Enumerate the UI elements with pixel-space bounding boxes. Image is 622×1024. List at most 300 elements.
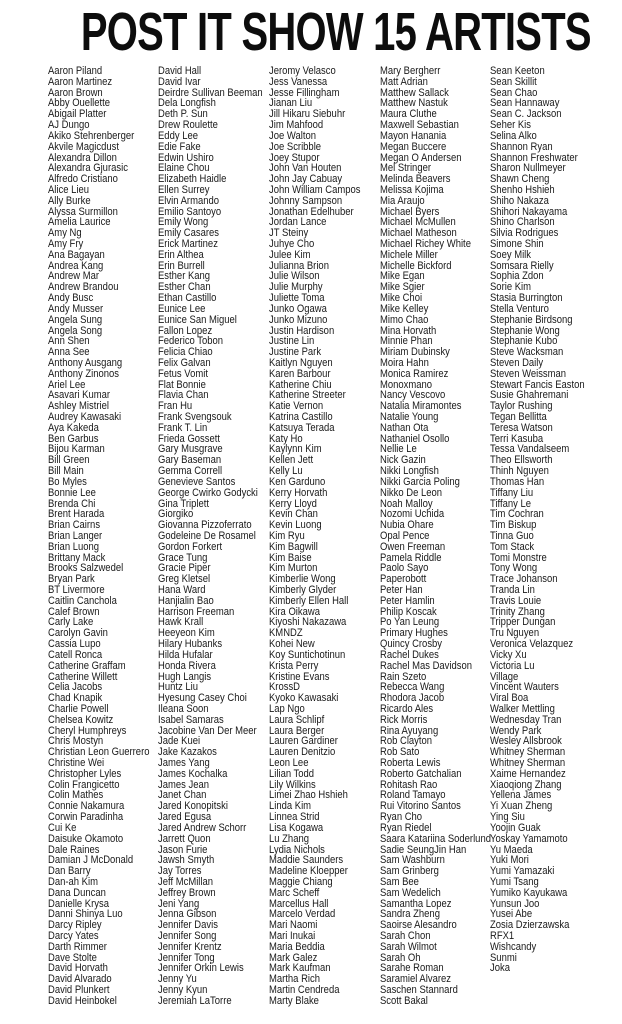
artist-name: Charlie Powell xyxy=(48,702,109,715)
artist-name: Peter Hamlin xyxy=(380,594,435,607)
artist-name: Tripper Dungan xyxy=(490,616,556,629)
artist-name: Mina Horvath xyxy=(380,324,437,337)
artist-name: Village xyxy=(490,670,519,683)
artist-name: Sean Keeton xyxy=(490,65,545,77)
artist-name: Drew Roulette xyxy=(158,119,218,132)
artist-name: Kaylynn Kim xyxy=(269,443,322,456)
artist-name: Yellena James xyxy=(490,789,552,802)
artist-name: Darcy Ripley xyxy=(48,919,102,932)
artist-name: Mia Araujo xyxy=(380,194,425,207)
artist-name: Susie Ghahremani xyxy=(490,389,569,402)
artist-name: Sadie SeungJin Han xyxy=(380,843,467,856)
artist-name: Andrew Mar xyxy=(48,270,99,283)
artist-name: Madeline Kloepper xyxy=(269,865,348,878)
artist-name: Chris Mostyn xyxy=(48,735,104,748)
artist-name: Bill Green xyxy=(48,454,90,467)
artist-name: Shannon Ryan xyxy=(490,140,553,153)
artist-name: Catherine Graffam xyxy=(48,659,126,672)
artist-name: Bonnie Lee xyxy=(48,486,96,499)
artist-name: Felicia Chiao xyxy=(158,346,213,359)
artist-name: Theo Ellsworth xyxy=(490,454,553,467)
artist-name: Marcellus Hall xyxy=(269,897,329,910)
artist-name: Yoskay Yamamoto xyxy=(490,832,568,845)
artist-name: Audrey Kawasaki xyxy=(48,411,122,423)
artist-name: Monoxmano xyxy=(380,378,433,391)
artist-name: Connie Nakamura xyxy=(48,800,125,813)
artist-name: Andy Busc xyxy=(48,292,94,305)
artist-name: Kaitlyn Nguyen xyxy=(269,356,333,369)
artist-name: Whitney Sherman xyxy=(490,757,566,769)
artist-name: Julie Wilson xyxy=(269,270,320,283)
artist-name: Joe Walton xyxy=(269,129,316,142)
artist-name: Edwin Ushiro xyxy=(158,151,214,164)
artist-name: Kevin Luong xyxy=(269,519,322,532)
artist-name: Sarahe Roman xyxy=(380,962,444,975)
artist-name: Joka xyxy=(490,962,510,975)
artist-name: Brian Cairns xyxy=(48,519,101,532)
artist-name: Katherine Streeter xyxy=(269,389,346,402)
artist-name: Mary Bergherr xyxy=(380,65,441,77)
artist-name: Julie Murphy xyxy=(269,281,323,294)
artist-name: Cheryl Humphreys xyxy=(48,724,127,737)
artist-name: Elaine Chou xyxy=(158,162,210,175)
artist-name: Owen Freeman xyxy=(380,540,446,553)
artist-name: Stephanie Birdsong xyxy=(490,313,573,326)
artist-name: Rui Vitorino Santos xyxy=(380,800,461,813)
artist-name: Teresa Watson xyxy=(490,421,553,434)
artist-name: Michael Richey White xyxy=(380,238,471,250)
artist-name: Tru Nguyen xyxy=(490,627,540,640)
artist-name: Dan-ah Kim xyxy=(48,875,98,888)
artist-name: Nubia Ohare xyxy=(380,519,434,532)
artist-name: Whitney Sherman xyxy=(490,746,566,759)
artist-name: David Heinbokel xyxy=(48,994,117,1007)
artist-name: Brian Luong xyxy=(48,540,100,553)
artist-name: Brenda Chi xyxy=(48,497,96,510)
artist-name: Katsuya Terada xyxy=(269,421,335,434)
artist-name: Kim Ryu xyxy=(269,529,305,542)
artist-name: Jim Mahfood xyxy=(269,119,324,132)
artist-name: Yumi Tsang xyxy=(490,875,539,888)
artist-name: Mike Sgier xyxy=(380,281,425,294)
artist-column-3 xyxy=(269,66,375,1007)
artist-name: Kimberly Glyder xyxy=(269,584,337,596)
artist-name: Ken Garduno xyxy=(269,475,326,488)
artist-name: Maxwell Sebastian xyxy=(380,119,459,132)
artist-name: George Cwirko Godycki xyxy=(158,486,258,499)
artist-name: Bo Myles xyxy=(48,475,87,488)
artist-name: Hawk Krall xyxy=(158,616,204,629)
artist-name: Daisuke Okamoto xyxy=(48,832,124,845)
artist-name: Ben Garbus xyxy=(48,432,99,445)
artist-name: Megan Buccere xyxy=(380,140,447,153)
artist-name: Alexandra Dillon xyxy=(48,151,117,164)
artist-name: Travis Louie xyxy=(490,594,542,607)
artist-name: Nikki Garcia Poling xyxy=(380,475,460,488)
artist-name: Tegan Bellitta xyxy=(490,411,547,423)
artist-name: Giovanna Pizzoferrato xyxy=(158,519,252,532)
artist-name: Katherine Chiu xyxy=(269,378,332,391)
artist-name: Dan Barry xyxy=(48,865,91,878)
artist-name: Marc Scheff xyxy=(269,886,320,899)
artist-name: Huntz Liu xyxy=(158,681,198,694)
artist-name: Marcelo Verdad xyxy=(269,908,336,921)
artist-name: Justin Hardison xyxy=(269,324,335,337)
artist-name: Sam Washburn xyxy=(380,854,445,867)
artist-name: Deirdre Sullivan Beeman xyxy=(158,86,263,99)
artist-name: Yusei Abe xyxy=(490,908,533,921)
artist-name: John Jay Cabuay xyxy=(269,173,343,186)
artist-name: Jennifer Tong xyxy=(158,951,215,964)
artist-name: Thomas Han xyxy=(490,475,545,488)
artist-name: Sam Bee xyxy=(380,875,419,888)
artist-name: Silvia Rodrigues xyxy=(490,227,559,240)
artist-name: Alice Lieu xyxy=(48,183,90,196)
artist-name: Flat Bonnie xyxy=(158,378,206,391)
artist-name: Hana Ward xyxy=(158,584,206,596)
artist-name: Colin Frangicetto xyxy=(48,778,120,791)
artist-name: Tomi Monstre xyxy=(490,551,547,564)
artist-name: David Ivar xyxy=(158,75,201,88)
artist-name: Rachel Mas Davidson xyxy=(380,659,473,672)
artist-name: Esther Kang xyxy=(158,270,211,283)
artist-name: Thinh Nguyen xyxy=(490,465,549,478)
artist-name: Juhye Cho xyxy=(269,238,315,250)
artist-name: Frank Svengsouk xyxy=(158,411,232,423)
artist-name: Jill Hikaru Siebuhr xyxy=(269,108,346,121)
artist-name: Stewart Fancis Easton xyxy=(490,378,585,391)
artist-name: Maura Cluthe xyxy=(380,108,437,121)
artist-name: Mike Choi xyxy=(380,292,423,305)
artist-name: Martha Rich xyxy=(269,973,320,986)
artist-name: Harrison Freeman xyxy=(158,605,235,618)
artist-name: Mark Kaufman xyxy=(269,962,331,975)
artist-name: Federico Tobon xyxy=(158,335,224,348)
artist-name: Akvile Magicdust xyxy=(48,140,119,153)
artist-name: Colin Mathes xyxy=(48,789,104,802)
artist-name: Gemma Correll xyxy=(158,465,223,478)
artist-name: Aaron Brown xyxy=(48,86,103,99)
artist-name: Nikko De Leon xyxy=(380,486,443,499)
artist-name: Christine Wei xyxy=(48,757,105,769)
artist-name: Alyssa Surmillon xyxy=(48,205,118,218)
artist-name: Gordon Forkert xyxy=(158,540,223,553)
artist-name: Kerry Horvath xyxy=(269,486,328,499)
artist-column-1 xyxy=(48,66,166,1007)
artist-name: Mari Inukai xyxy=(269,930,316,942)
artist-name: Saschen Stannard xyxy=(380,984,458,997)
artist-name: Sean Skillit xyxy=(490,75,537,88)
artist-name: Minnie Phan xyxy=(380,335,433,348)
artist-name: Jordan Lance xyxy=(269,216,327,229)
artist-name: Gary Baseman xyxy=(158,454,222,467)
artist-name: Jay Torres xyxy=(158,865,202,878)
artist-name: Philip Koscak xyxy=(380,605,437,618)
artist-name: Rina Ayuyang xyxy=(380,724,439,737)
artist-name: Juliette Toma xyxy=(269,292,325,305)
artist-name: Natalie Young xyxy=(380,411,439,423)
artist-name: Bill Main xyxy=(48,465,84,478)
artist-name: Steve Wacksman xyxy=(490,346,564,359)
artist-name: Lilian Todd xyxy=(269,767,315,780)
artist-name: Mimo Chao xyxy=(380,313,429,326)
artist-name: Ileana Soon xyxy=(158,702,209,715)
artist-name: Tranda Lin xyxy=(490,584,535,596)
artist-name: Jeromy Velasco xyxy=(269,65,336,77)
artist-name: Yoojin Guak xyxy=(490,821,541,834)
artist-name: Amy Fry xyxy=(48,238,84,250)
artist-name: Rick Morris xyxy=(380,713,428,726)
artist-name: Nathan Ota xyxy=(380,421,429,434)
artist-name: Roland Tamayo xyxy=(380,789,446,802)
artist-name: Abby Ouellette xyxy=(48,97,111,110)
artist-name: Darth Rimmer xyxy=(48,940,107,953)
artist-name: Katrina Castillo xyxy=(269,411,333,423)
artist-name: Roberta Lewis xyxy=(380,757,441,769)
artist-name: Wednesday Tran xyxy=(490,713,562,726)
artist-name: Julianna Brion xyxy=(269,259,329,272)
artist-name: Tiffany Liu xyxy=(490,486,534,499)
artist-name: Matthew Nastuk xyxy=(380,97,448,110)
artist-name: Hilary Hubanks xyxy=(158,638,223,651)
artist-name: Nancy Vescovo xyxy=(380,389,446,402)
artist-name: Emilio Santoyo xyxy=(158,205,222,218)
artist-name: Michael Byers xyxy=(380,205,440,218)
artist-name: Damian J McDonald xyxy=(48,854,134,867)
artist-name: Angela Sung xyxy=(48,313,103,326)
artist-name: David Horvath xyxy=(48,962,108,975)
artist-name: Ryan Riedel xyxy=(380,821,432,834)
artist-name: Yumiko Kayukawa xyxy=(490,886,568,899)
artist-name: Bijou Karman xyxy=(48,443,105,456)
artist-name: Yi Xuan Zheng xyxy=(490,800,553,813)
artist-name: Krista Perry xyxy=(269,659,319,672)
artist-name: Tinna Guo xyxy=(490,529,534,542)
artist-name: Kohei New xyxy=(269,638,315,651)
artist-name: Opal Pence xyxy=(380,529,430,542)
artist-name: Nick Gazin xyxy=(380,454,426,467)
artist-name: BT Livermore xyxy=(48,584,105,596)
artist-name: Gracie Piper xyxy=(158,562,211,575)
artist-name: Fran Hu xyxy=(158,400,193,413)
artist-name: Ana Bagayan xyxy=(48,248,105,261)
artist-column-2 xyxy=(158,66,280,1007)
artist-name: Kim Bagwill xyxy=(269,540,318,553)
artist-name: Michelle Bickford xyxy=(380,259,452,272)
artist-name: Mark Galez xyxy=(269,951,318,964)
artist-name: Jennifer Song xyxy=(158,930,217,942)
artist-name: Gina Triplett xyxy=(158,497,210,510)
artist-name: Hanjialin Bao xyxy=(158,594,214,607)
artist-name: KrossD xyxy=(269,681,301,694)
artist-name: Sarah Oh xyxy=(380,951,421,964)
artist-name: Jeffrey Brown xyxy=(158,886,216,899)
artist-name: Ryan Cho xyxy=(380,811,423,824)
artist-name: Anna See xyxy=(48,346,90,359)
artist-name: Rohitash Rao xyxy=(380,778,438,791)
artist-name: Laura Berger xyxy=(269,724,325,737)
artist-name: Po Yan Leung xyxy=(380,616,440,629)
artist-name: Jennifer Davis xyxy=(158,919,218,932)
artist-name: Giorgiko xyxy=(158,508,194,521)
artist-name: Matt Adrian xyxy=(380,75,428,88)
artist-name: Johnny Sampson xyxy=(269,194,343,207)
artist-name: Elvin Armando xyxy=(158,194,220,207)
artist-name: Amy Ng xyxy=(48,227,82,240)
artist-name: Danni Shinya Luo xyxy=(48,908,123,921)
artist-name: Ally Burke xyxy=(48,194,91,207)
artist-name: Samantha Lopez xyxy=(380,897,452,910)
artist-name: Tessa Vandalseem xyxy=(490,443,570,456)
artist-name: Tim Biskup xyxy=(490,519,537,532)
artist-name: Tiffany Le xyxy=(490,497,532,510)
artist-name: Flavia Chan xyxy=(158,389,209,402)
artist-name: Brooks Salzwedel xyxy=(48,562,124,575)
artist-name: Viral Boa xyxy=(490,692,529,705)
artist-name: Shannon Freshwater xyxy=(490,151,578,164)
artist-name: James Kochalka xyxy=(158,767,228,780)
artist-name: Yu Maeda xyxy=(490,843,533,856)
artist-name: Ricardo Ales xyxy=(380,702,434,715)
artist-name: Christopher Lyles xyxy=(48,767,122,780)
artist-name: Darcy Yates xyxy=(48,930,99,942)
artist-name: Leon Lee xyxy=(269,757,309,769)
artist-name: Abigail Platter xyxy=(48,108,107,121)
artist-name: Linnea Strid xyxy=(269,811,320,824)
artist-name: Ellen Surrey xyxy=(158,183,210,196)
artist-name: Mari Naomi xyxy=(269,919,318,932)
artist-name: Rain Szeto xyxy=(380,670,427,683)
artist-name: Simone Shin xyxy=(490,238,544,250)
artist-name: Jason Furie xyxy=(158,843,208,856)
artist-name: Sophia Zdon xyxy=(490,270,544,283)
artist-name: Edie Fake xyxy=(158,140,201,153)
artist-name: Akiko Stehrenberger xyxy=(48,129,135,142)
artist-name: Wesley Allsbrook xyxy=(490,735,562,748)
artist-name: Martin Cendreda xyxy=(269,984,340,997)
artist-name: Maddie Saunders xyxy=(269,854,344,867)
artist-name: Jarrett Quon xyxy=(158,832,211,845)
artist-name: Peter Han xyxy=(380,584,423,596)
artist-name: Carolyn Gavin xyxy=(48,627,108,640)
artist-name: Hugh Langis xyxy=(158,670,212,683)
artist-name: Cassia Lupo xyxy=(48,638,101,651)
artist-name: Veronica Velazquez xyxy=(490,638,574,651)
artist-name: Lily Wilkins xyxy=(269,778,316,791)
artist-name: Erin Burrell xyxy=(158,259,205,272)
artist-name: Jenna Gibson xyxy=(158,908,217,921)
artist-name: Paperobott xyxy=(380,573,427,586)
artist-name: Yuki Mori xyxy=(490,854,529,867)
artist-name: Zosia Dzierzawska xyxy=(490,919,570,932)
artist-name: RFX1 xyxy=(490,930,515,942)
artist-name: Fallon Lopez xyxy=(158,324,213,337)
artist-name: Tom Stack xyxy=(490,540,535,553)
artist-name: Trinity Zhang xyxy=(490,605,545,618)
artist-name: Chelsea Kowitz xyxy=(48,713,114,726)
artist-name: Catherine Willett xyxy=(48,670,118,683)
artist-name: Eddy Lee xyxy=(158,129,198,142)
artist-name: Yunsun Joo xyxy=(490,897,540,910)
artist-name: Junko Mizuno xyxy=(269,313,328,326)
artist-name: Anthony Zinonos xyxy=(48,367,120,380)
artist-name: Jeremiah LaTorre xyxy=(158,994,232,1007)
artist-name: Sorie Kim xyxy=(490,281,532,294)
artist-name: Ying Siu xyxy=(490,811,525,824)
artist-name: Kimberly Ellen Hall xyxy=(269,594,349,607)
artist-name: Danielle Krysa xyxy=(48,897,109,910)
artist-name: Rachel Dukes xyxy=(380,648,439,661)
artist-name: Jade Kuei xyxy=(158,735,201,748)
artist-name: Taylor Rushing xyxy=(490,400,553,413)
artist-name: Katy Ho xyxy=(269,432,303,445)
artist-name: Melinda Beavers xyxy=(380,173,451,186)
artist-name: Melissa Kojima xyxy=(380,183,444,196)
artist-name: Jenny Yu xyxy=(158,973,197,986)
artist-name: Isabel Samaras xyxy=(158,713,224,726)
artist-name: Lydia Nichols xyxy=(269,843,325,856)
artist-name: Bryan Park xyxy=(48,573,95,586)
artist-name: Justine Lin xyxy=(269,335,315,348)
artist-name: Primary Hughes xyxy=(380,627,448,640)
artist-name: AJ Dungo xyxy=(48,119,90,132)
artist-name: Rob Sato xyxy=(380,746,420,759)
artist-name: Saramiel Alvarez xyxy=(380,973,451,986)
artist-name: Eunice San Miguel xyxy=(158,313,237,326)
artist-name: Angela Song xyxy=(48,324,103,337)
artist-name: Walker Mettling xyxy=(490,702,555,715)
artist-name: Limei Zhao Hshieh xyxy=(269,789,348,802)
artist-name: Roberto Gatchalian xyxy=(380,767,462,780)
artist-name: Ann Shen xyxy=(48,335,90,348)
artist-name: Frieda Gossett xyxy=(158,432,221,445)
artist-name: Ariel Lee xyxy=(48,378,86,391)
artist-name: Heeyeon Kim xyxy=(158,627,215,640)
artist-name: Nozomi Uchida xyxy=(380,508,445,521)
artist-name: Michele Miller xyxy=(380,248,438,261)
artist-name: Erick Martinez xyxy=(158,238,218,250)
artist-name: Sam Wedelich xyxy=(380,886,441,899)
artist-name: Aaron Martinez xyxy=(48,75,113,88)
artist-name: Alfredo Cristiano xyxy=(48,173,118,186)
artist-name: Chad Knapik xyxy=(48,692,103,705)
artist-name: Rebecca Wang xyxy=(380,681,445,694)
artist-name: Genevieve Santos xyxy=(158,475,236,488)
artist-name: Kerry Lloyd xyxy=(269,497,317,510)
artist-name: Brian Langer xyxy=(48,529,103,542)
artist-name: Maggie Chiang xyxy=(269,875,333,888)
artist-name: Sunmi xyxy=(490,951,517,964)
artist-name: Wendy Park xyxy=(490,724,542,737)
artist-name: Marty Blake xyxy=(269,994,319,1007)
artist-name: Esther Chan xyxy=(158,281,211,294)
artist-name: Anthony Ausgang xyxy=(48,356,123,369)
artist-name: John William Campos xyxy=(269,183,361,196)
artist-name: Ashley Mistriel xyxy=(48,400,109,413)
artist-name: Kevin Chan xyxy=(269,508,318,521)
artist-name: James Jean xyxy=(158,778,210,791)
artist-name: Fetus Vomit xyxy=(158,367,208,380)
artist-name: Miriam Dubinsky xyxy=(380,346,450,359)
artist-name: David Alvarado xyxy=(48,973,112,986)
artist-name: Nikki Longfish xyxy=(380,465,439,478)
artist-name: Dale Raines xyxy=(48,843,100,856)
artist-name: Lauren Gardiner xyxy=(269,735,338,748)
artist-name: Trace Johanson xyxy=(490,573,558,586)
artist-name: Jennifer Orkin Lewis xyxy=(158,962,244,975)
artist-name: Selina Alko xyxy=(490,129,537,142)
artist-name: Jacobine Van Der Meer xyxy=(158,724,257,737)
